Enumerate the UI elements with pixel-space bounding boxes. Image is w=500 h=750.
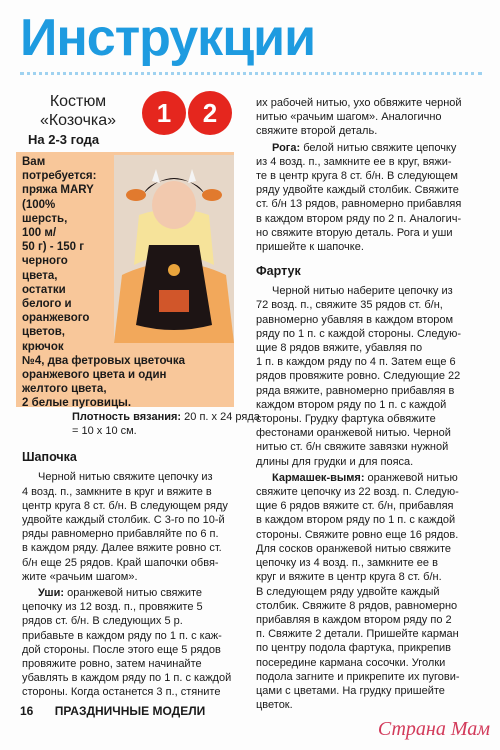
materials-line: белого и <box>22 298 72 311</box>
ears-line: прибавьте в каждом ряду по 1 п. с каж- <box>22 629 222 642</box>
materials-line: оранжевого <box>22 312 90 325</box>
ears-line: цепочку из 12 возд. п., провяжите 5 <box>22 601 203 614</box>
ears-label: Уши: <box>38 587 65 600</box>
materials-line: Вам <box>22 156 46 168</box>
apron-line: ряду по 1 п. с каждой стороны. Следую- <box>256 327 462 340</box>
pocket-line: оранжевой нитью <box>364 471 458 484</box>
ears-paragraph <box>22 586 234 700</box>
materials-line: пряжа MARY <box>22 184 94 197</box>
materials-line: цветов, <box>22 326 66 339</box>
apron-paragraph <box>256 284 488 469</box>
ears-line: провяжите ровно, затем начинайте <box>22 658 202 671</box>
pocket-line: в каждом втором ряду по 1 п. с каждой <box>256 514 456 527</box>
materials-line: черного <box>22 255 68 268</box>
pocket-line: свяжите цепочку из 22 возд. п. Следую- <box>256 486 459 499</box>
horns-line: белой нитью свяжите цепочку <box>300 141 457 154</box>
pocket-line: посередине кармана сосочки. Уголки <box>256 656 446 669</box>
pocket-paragraph <box>256 471 488 712</box>
materials-line: 50 г) - 150 г <box>22 241 84 254</box>
materials-line: №4, два фетровых цветочка <box>22 354 186 367</box>
hat-line: удвойте каждый столбик. С 3-го по 10-й <box>22 514 225 527</box>
horns-line: те в центр круга 8 ст. б/н. В следующем <box>256 170 458 183</box>
materials-line: цвета, <box>22 269 58 282</box>
ears-line: убавлять в каждом ряду по 1 п. с каждой <box>22 672 232 685</box>
pocket-line: В следующем ряду удвойте каждый <box>256 585 440 598</box>
materials-line: желтого цвета, <box>22 383 107 396</box>
hat-line: б/н еще 25 рядов. Край шапочки обвя- <box>22 556 219 569</box>
apron-line: фестонами оранжевой нитью. Черной <box>256 427 451 440</box>
materials-line: шерсть, <box>22 212 68 225</box>
ears-line: рядов ст. б/н. В следующих 5 р. <box>22 615 183 628</box>
horns-line: из 4 возд. п., замкните ее в круг, вяжи- <box>256 155 452 168</box>
pocket-line: стороны. Свяжите ровно еще 16 рядов. <box>256 528 459 541</box>
horns-line: пришейте к шапочке. <box>256 241 364 254</box>
density <box>22 410 260 424</box>
pocket-line: круг и вяжите в центр круга 8 ст. б/н. <box>256 571 442 584</box>
right-top-line: их рабочей нитью, ухо обвяжите черной <box>256 97 462 109</box>
page-title: Инструкции <box>20 9 316 67</box>
hat-line: ряды равномерно прибавляйте по 6 п. <box>22 528 219 541</box>
hat-line: в каждом ряду. Далее вяжите ровно ст. <box>22 542 222 555</box>
apron-line: стороны. Грудку фартука обвяжите <box>256 413 436 426</box>
left-column <box>22 410 260 700</box>
apron-line: каждом втором ряду по 1 п. с каждой <box>256 398 447 411</box>
ears-line: дой стороны. После этого еще 5 рядов <box>22 643 221 656</box>
hat-line: жите «рачьим шагом». <box>22 570 138 583</box>
page-footer <box>20 704 205 718</box>
horns-paragraph <box>256 141 488 255</box>
magazine-name: ПРАЗДНИЧНЫЕ МОДЕЛИ <box>54 704 206 718</box>
badge-2: 2 <box>188 91 232 135</box>
costume-line-1: Костюм <box>49 93 107 110</box>
costume-line-2: «Козочка» <box>39 112 117 129</box>
pocket-line: цепочку из 4 возд. п., замкните ее в <box>256 557 438 570</box>
horns-line: ст. б/н 13 рядов, равномерно прибавляя <box>256 198 462 211</box>
ears-continued <box>256 96 488 139</box>
right-column <box>256 96 488 712</box>
right-top-line: нитью «рачьим шагом». Аналогично <box>256 111 442 124</box>
pocket-line: щие 6 рядов вяжите ст. б/н, прибавляя <box>256 500 454 513</box>
apron-line: Черной нитью наберите цепочку из <box>272 285 453 298</box>
hat-line: 4 возд. п., замкните в круг и вяжите в <box>22 485 212 498</box>
apron-line: длины для грудки и для пояса. <box>256 455 414 468</box>
materials-line: (100% <box>22 198 56 211</box>
materials-line: потребуется: <box>22 170 97 183</box>
ears-line: оранжевой нитью свяжите <box>64 587 203 600</box>
materials-text <box>22 155 234 411</box>
materials-line: остатки <box>22 283 66 296</box>
apron-line: 72 возд. п., свяжите 35 рядов ст. б/н, <box>256 299 443 312</box>
badge-1: 1 <box>142 91 186 135</box>
apron-line: щие 8 рядов вяжите, убавляя по <box>256 342 423 355</box>
hat-paragraph <box>22 470 234 584</box>
apron-line: равномерно убавляя в каждом втором <box>256 313 454 326</box>
pocket-line: цветок. <box>256 699 293 712</box>
hat-line: центр круга 8 ст. б/н. В следующем ряду <box>22 499 228 512</box>
pocket-line: подола загните и прикрепите их пугови- <box>256 670 460 683</box>
horns-line: но свяжите вторую деталь. Рога и уши <box>256 226 453 239</box>
hat-line: Черной нитью свяжите цепочку из <box>38 471 213 484</box>
pocket-line: прибавляя в каждом втором ряду по 2 <box>256 613 452 626</box>
pocket-label: Кармашек-вымя: <box>272 471 365 484</box>
apron-line: ряда вяжите, равномерно прибавляя в <box>256 384 455 397</box>
costume-title <box>28 92 128 130</box>
hat-heading: Шапочка <box>22 450 77 465</box>
density-label: Плотность вязания: <box>72 411 182 423</box>
pocket-line: п. Свяжите 2 детали. Пришейте карман <box>256 628 459 641</box>
materials-line: 100 м/ <box>22 227 57 240</box>
horns-label: Рога: <box>272 141 301 154</box>
materials-line: 2 белые пуговицы. <box>22 397 132 410</box>
horns-line: ряду удвойте каждый столбик. Свяжите <box>256 184 459 197</box>
title-divider <box>20 72 482 75</box>
right-top-line: свяжите второй деталь. <box>256 125 378 138</box>
ears-line: стороны. Когда останется 3 п., стяните <box>22 686 221 699</box>
apron-line: нитью ст. б/н свяжите завязки нужной <box>256 441 449 454</box>
materials-line: крючок <box>22 340 64 353</box>
pocket-line: Для сосков оранжевой нитью свяжите <box>256 542 452 555</box>
density-value-1: 20 п. х 24 ряда <box>184 411 260 423</box>
page-number: 16 <box>20 704 34 718</box>
apron-line: рядов провяжите ровно. Следующие 22 <box>256 370 461 383</box>
pocket-line: цами с цветами. На грудку пришейте <box>256 684 445 697</box>
density-value-2: = 10 х 10 см. <box>72 425 137 438</box>
pocket-line: по центру подола фартука, прикрепив <box>256 642 452 655</box>
watermark: Страна Мам <box>377 718 490 740</box>
materials-line: оранжевого цвета и один <box>22 369 167 382</box>
age-label: На 2-3 года <box>28 132 100 147</box>
apron-heading: Фартук <box>256 264 301 279</box>
pocket-line: столбик. Свяжите 8 рядов, равномерно <box>256 599 458 612</box>
horns-line: в каждом втором ряду по 2 п. Аналогич- <box>256 212 462 225</box>
apron-line: 1 п. в каждом ряду по 4 п. Затем еще 6 <box>256 356 456 369</box>
